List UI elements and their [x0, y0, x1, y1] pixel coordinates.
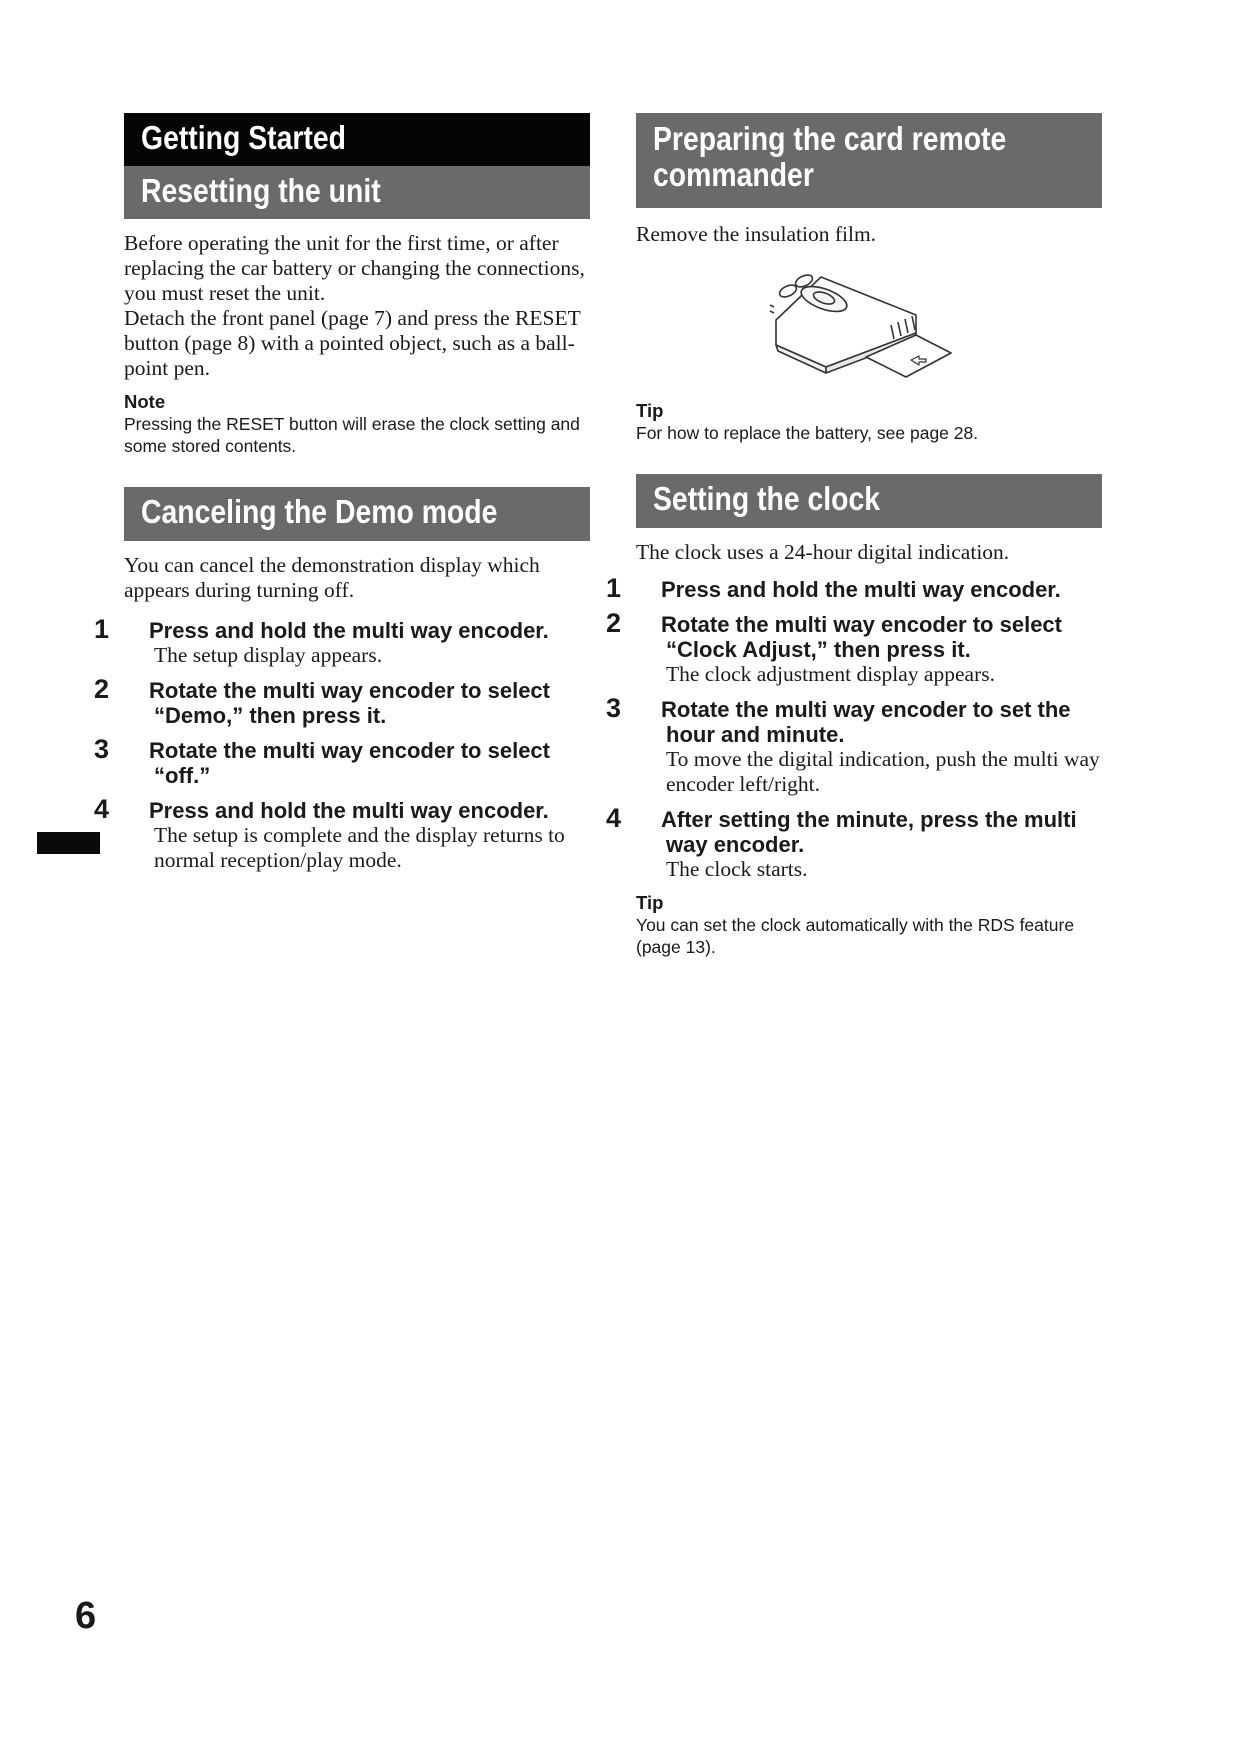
clock-intro: The clock uses a 24-hour digital indication.: [636, 540, 1010, 564]
step-title: Press and hold the multi way encoder.: [149, 618, 549, 643]
left-column: [94, 113, 590, 873]
demo-step-2: [94, 674, 590, 728]
step-number: 4: [94, 794, 110, 824]
remote-section: [636, 222, 1102, 444]
step-title: Rotate the multi way encoder to select “Clock Adjust,” then press it.: [661, 612, 1062, 662]
clock-step-2: [606, 608, 1102, 687]
step-number: 3: [606, 693, 622, 723]
clock-tip-text: You can set the clock automatically with the RDS feature (page 13).: [636, 915, 1075, 957]
step-number: 1: [606, 573, 622, 603]
step-description: The setup display appears.: [154, 643, 383, 667]
step-title: Press and hold the multi way encoder.: [661, 577, 1061, 602]
step-description: The clock starts.: [666, 857, 808, 881]
reset-section: [124, 231, 590, 457]
step-number: 2: [94, 674, 110, 704]
card-remote-illustration: [766, 265, 956, 390]
demo-step-1: [94, 614, 590, 668]
demo-step-3: [94, 734, 590, 788]
clock-tip-label: Tip: [636, 892, 664, 913]
clock-step-1: [606, 573, 1102, 603]
remote-tip-label: Tip: [636, 400, 664, 421]
clock-section: [606, 540, 1102, 958]
section-label: Getting Started: [124, 113, 590, 166]
step-description: To move the digital indication, push the multi way encoder left/right.: [666, 747, 1100, 796]
step-number: 2: [606, 608, 622, 638]
step-number: 1: [94, 614, 110, 644]
step-title: Rotate the multi way encoder to select “Demo,” then press it.: [149, 678, 550, 728]
step-description: The setup is complete and the display returns to normal reception/play mode.: [154, 823, 565, 872]
reset-heading: Resetting the unit: [124, 166, 590, 219]
clock-step-4: [606, 803, 1102, 882]
step-description: The clock adjustment display appears.: [666, 662, 995, 686]
section-index-tab: [37, 832, 100, 854]
demo-section: [94, 553, 590, 873]
clock-step-3: [606, 693, 1102, 797]
demo-intro: You can cancel the demonstration display which appears during turning off.: [124, 553, 540, 602]
right-column: [606, 113, 1102, 958]
clock-heading: Setting the clock: [636, 474, 1102, 528]
step-title: Press and hold the multi way encoder.: [149, 798, 549, 823]
note-label: Note: [124, 391, 166, 412]
note-text: Pressing the RESET button will erase the clock setting and some stored contents.: [124, 414, 580, 456]
reset-paragraph-1: Before operating the unit for the first time, or after replacing the car battery or changing the connections, you must reset the unit.: [124, 231, 585, 305]
demo-step-4: [94, 794, 590, 873]
reset-paragraph-2: Detach the front panel (page 7) and press the RESET button (page 8) with a pointed object, such as a ball-point pen.: [124, 306, 581, 380]
remote-tip-text: For how to replace the battery, see page 28.: [636, 423, 979, 443]
remote-heading: Preparing the card remote commander: [636, 113, 1102, 208]
demo-heading: Canceling the Demo mode: [124, 487, 590, 541]
step-title: Rotate the multi way encoder to set the hour and minute.: [661, 697, 1071, 747]
remote-intro: Remove the insulation film.: [636, 222, 877, 246]
page-number: 6: [75, 1595, 97, 1637]
step-number: 3: [94, 734, 110, 764]
step-title: After setting the minute, press the multi way encoder.: [661, 807, 1077, 857]
step-number: 4: [606, 803, 622, 833]
step-title: Rotate the multi way encoder to select “off.”: [149, 738, 550, 788]
